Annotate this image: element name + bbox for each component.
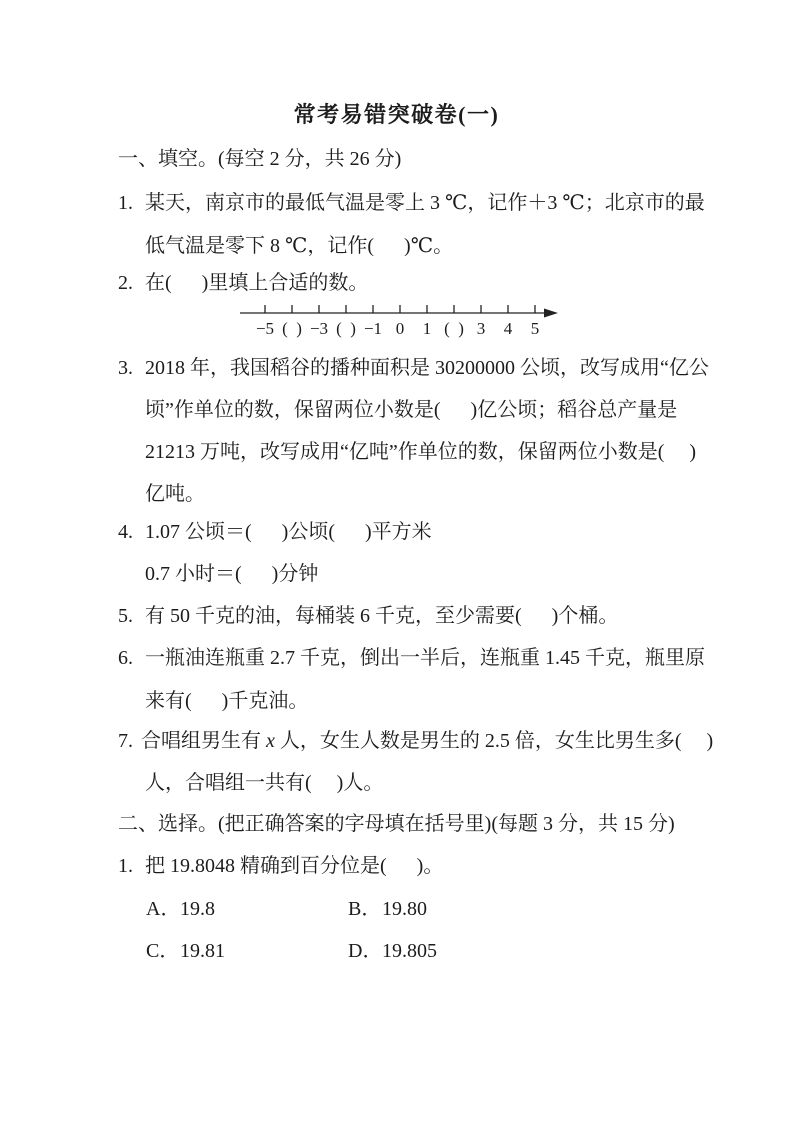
numberline-label: −3 xyxy=(309,319,329,338)
numberline-label: 1 xyxy=(422,319,432,338)
option-d-value: 19.805 xyxy=(382,940,437,962)
question-1-number: 1. xyxy=(118,192,133,214)
numberline-label: 0 xyxy=(395,319,405,338)
question-6-line-1 xyxy=(118,645,705,672)
section2-question-1-line-1 xyxy=(118,853,443,880)
option-c-value: 19.81 xyxy=(180,940,225,962)
question-6-text: 一瓶油连瓶重 2.7 千克，倒出一半后，连瓶重 1.45 千克，瓶里原 xyxy=(145,647,705,669)
option-a-value: 19.8 xyxy=(180,898,215,920)
question-1-line-1 xyxy=(118,190,705,217)
section2-heading: 二、选择。(把正确答案的字母填在括号里)(每题 3 分，共 15 分) xyxy=(118,813,675,835)
section2-question-1-text: 把 19.8048 精确到百分位是( )。 xyxy=(145,855,444,877)
question-6-line-2: 来有( )千克油。 xyxy=(145,690,309,712)
question-4-line-1 xyxy=(118,519,432,546)
question-3-number: 3. xyxy=(118,357,133,379)
question-7-line-1 xyxy=(118,728,713,755)
question-3-line-2: 顷”作单位的数，保留两位小数是( )亿公顷；稻谷总产量是 xyxy=(145,399,678,421)
question-7-text-post: 人，女生人数是男生的 2.5 倍，女生比男生多( ) xyxy=(274,730,714,752)
option-d xyxy=(348,938,437,965)
question-2-number: 2. xyxy=(118,272,133,294)
question-6-number: 6. xyxy=(118,647,133,669)
option-a-label: A． xyxy=(146,898,181,920)
numberline-label: ( ) xyxy=(336,319,356,338)
question-4-text: 1.07 公顷＝( )公顷( )平方米 xyxy=(145,521,432,543)
numberline-label: ( ) xyxy=(444,319,464,338)
question-3-line-4: 亿吨。 xyxy=(145,483,205,505)
question-4-number: 4. xyxy=(118,521,133,543)
question-7-number: 7. xyxy=(118,730,133,752)
question-7-text-pre: 合唱组男生有 xyxy=(141,730,266,752)
question-5-line-1 xyxy=(118,603,618,630)
numberline-label: ( ) xyxy=(282,319,302,338)
question-3-line-1 xyxy=(118,355,709,382)
numberline-label: −5 xyxy=(255,319,275,338)
question-7-line-2: 人，合唱组一共有( )人。 xyxy=(145,772,384,794)
question-2-text: 在( )里填上合适的数。 xyxy=(145,272,369,294)
question-1-line-2: 低气温是零下 8 ℃，记作( )℃。 xyxy=(145,235,454,257)
option-a xyxy=(146,896,215,923)
numberline-label: 4 xyxy=(503,319,513,338)
question-2-line-1 xyxy=(118,270,368,297)
numberline-label: 3 xyxy=(476,319,486,338)
option-d-label: D． xyxy=(348,940,383,962)
question-1-text: 某天，南京市的最低气温是零上 3 ℃，记作＋3 ℃；北京市的最 xyxy=(145,192,705,214)
option-c xyxy=(146,938,225,965)
question-5-number: 5. xyxy=(118,605,133,627)
question-3-text: 2018 年，我国稻谷的播种面积是 30200000 公顷，改写成用“亿公 xyxy=(145,357,709,379)
number-line-ticks xyxy=(265,305,535,313)
page-title: 常考易错突破卷(一) xyxy=(293,102,500,127)
option-b-label: B． xyxy=(348,898,382,920)
number-line-arrow-head xyxy=(544,309,558,318)
question-3-line-3: 21213 万吨，改写成用“亿吨”作单位的数，保留两位小数是( ) xyxy=(145,441,697,463)
option-b xyxy=(348,896,427,923)
variable-x: x xyxy=(266,730,275,752)
section1-heading: 一、填空。(每空 2 分，共 26 分) xyxy=(118,148,402,170)
number-line-figure xyxy=(238,297,564,343)
section2-question-1-number: 1. xyxy=(118,855,133,877)
numberline-label: 5 xyxy=(530,319,540,338)
question-4-line-2: 0.7 小时＝( )分钟 xyxy=(145,563,319,585)
option-c-label: C． xyxy=(146,940,180,962)
numberline-label: −1 xyxy=(363,319,383,338)
option-b-value: 19.80 xyxy=(382,898,427,920)
question-5-text: 有 50 千克的油，每桶装 6 千克，至少需要( )个桶。 xyxy=(145,605,619,627)
